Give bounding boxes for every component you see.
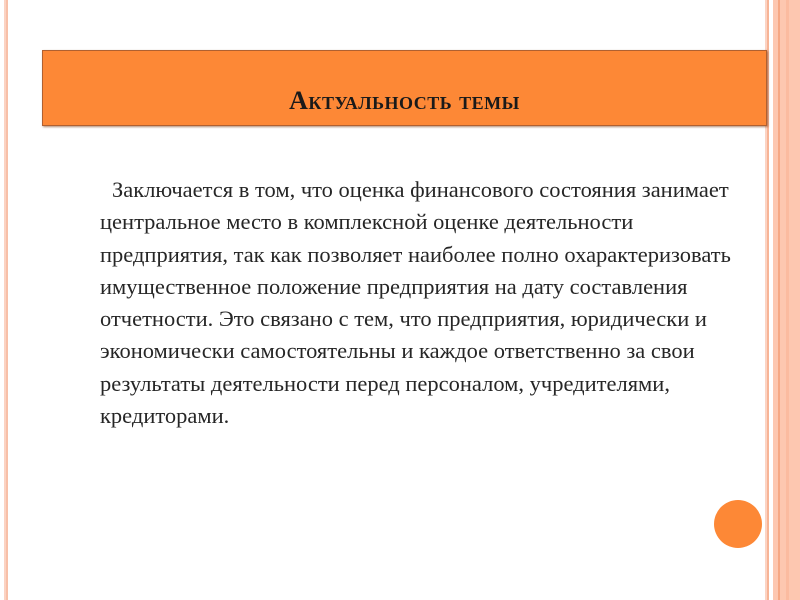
right-border-stripe [778,0,780,600]
slide-body-text: Заключается в том, что оценка финансового состояния занимает центральное место в комплексной оценке деятельности предприятия, так как позволяет наиболее полно охарактеризовать имущественное положение предприятия на дату составления отчетности. Это связано с тем, что предприятия, юридически и экономически самостоятельны и каждое ответственно за свои результаты деятельности перед персоналом, учредителями, кредиторами. [100,177,731,429]
decorative-circle-icon [714,500,762,548]
slide-title: Актуальность темы [289,86,520,115]
right-border-stripe [767,0,769,600]
left-border-stripe [6,0,8,600]
title-banner [42,50,767,126]
right-border-stripe [786,0,789,600]
